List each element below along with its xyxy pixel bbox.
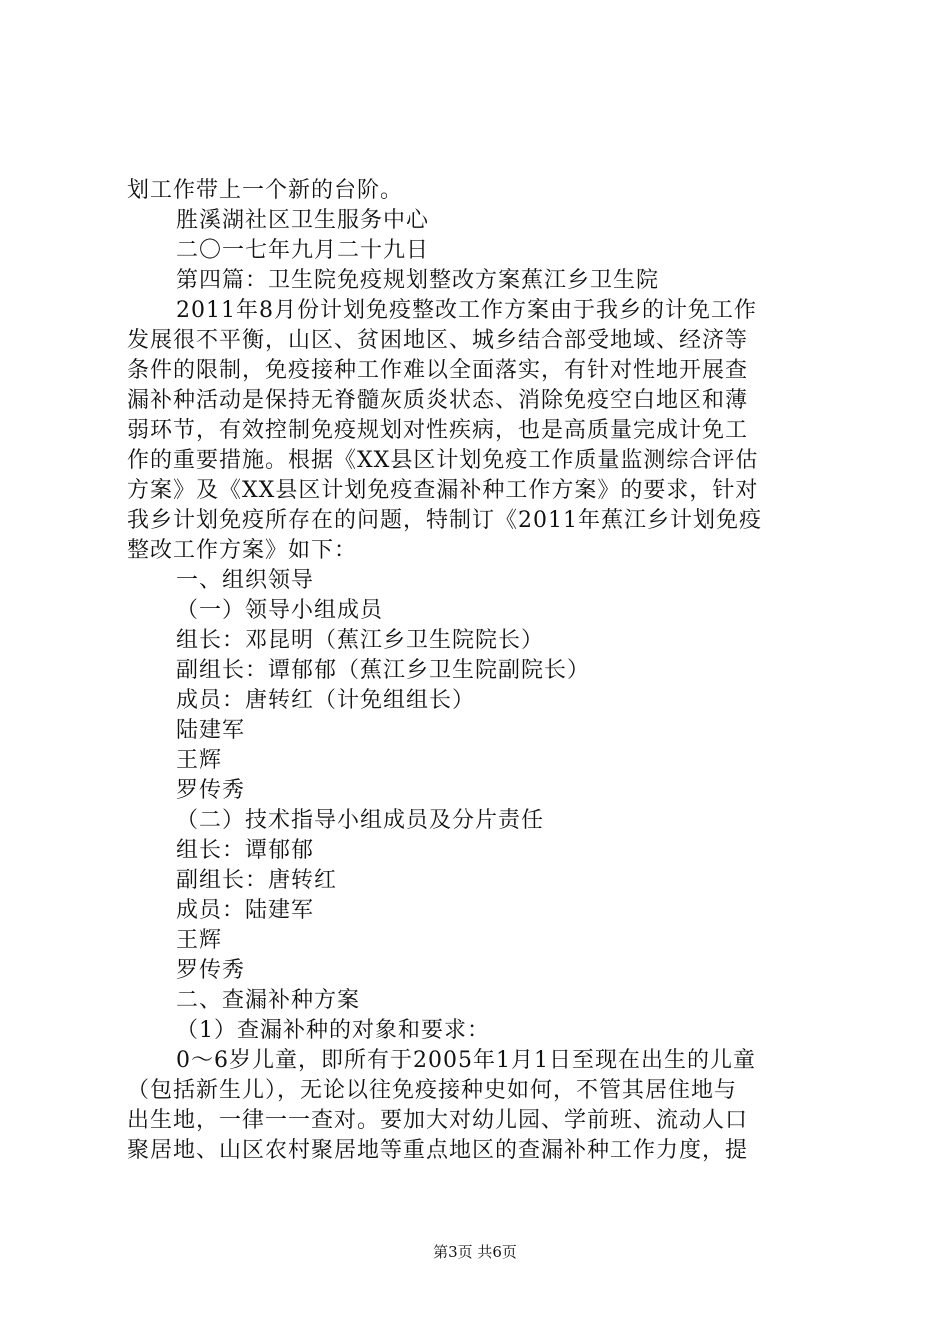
text-line: 罗传秀 <box>176 958 246 983</box>
text-line: 作的重要措施。根据《XX县区计划免疫工作质量监测综合评估 <box>127 448 759 473</box>
text-line: 整改工作方案》如下： <box>127 538 358 563</box>
document-body <box>127 176 837 1166</box>
text-line: 胜溪湖社区卫生服务中心 <box>176 208 430 233</box>
text-line: （包括新生儿），无论以往免疫接种史如何，不管其居住地与 <box>127 1078 738 1103</box>
text-line: 组长：邓昆明（蕉江乡卫生院院长） <box>176 628 545 653</box>
text-line: 副组长：唐转红 <box>176 868 338 893</box>
page-number-footer: 第3页 共6页 <box>433 1243 517 1261</box>
text-line: 划工作带上一个新的台阶。 <box>127 178 404 203</box>
text-line: 我乡计划免疫所存在的问题，特制订《2011年蕉江乡计划免疫 <box>127 508 762 533</box>
text-line: 聚居地、山区农村聚居地等重点地区的查漏补种工作力度，提 <box>127 1138 749 1163</box>
text-line: 方案》及《XX县区计划免疫查漏补种工作方案》的要求，针对 <box>127 478 759 503</box>
text-line: 罗传秀 <box>176 778 246 803</box>
text-line: 成员：陆建军 <box>176 898 315 923</box>
text-line: 成员：唐转红（计免组组长） <box>176 688 476 713</box>
text-line: 弱环节，有效控制免疫规划对性疾病，也是高质量完成计免工 <box>127 418 749 443</box>
text-line: 发展很不平衡，山区、贫困地区、城乡结合部受地域、经济等 <box>127 328 749 353</box>
text-line: 王辉 <box>176 928 223 953</box>
text-line: 0～6岁儿童，即所有于2005年1月1日至现在出生的儿童 <box>176 1048 756 1073</box>
section-heading: 二、查漏补种方案 <box>176 988 361 1013</box>
text-line: 出生地，一律一一查对。要加大对幼儿园、学前班、流动人口 <box>127 1108 749 1133</box>
text-line: 2011年8月份计划免疫整改工作方案由于我乡的计免工作 <box>176 298 757 323</box>
text-line: 二〇一七年九月二十九日 <box>176 238 430 263</box>
subsection-heading: （二）技术指导小组成员及分片责任 <box>176 808 545 833</box>
text-line: 副组长：谭郁郁（蕉江乡卫生院副院长） <box>176 658 591 683</box>
text-line: 条件的限制，免疫接种工作难以全面落实，有针对性地开展查 <box>127 358 749 383</box>
subsection-heading: （1）查漏补种的对象和要求： <box>176 1018 490 1043</box>
section-heading: 一、组织领导 <box>176 568 315 593</box>
text-line: 组长：谭郁郁 <box>176 838 315 863</box>
section-heading: 第四篇：卫生院免疫规划整改方案蕉江乡卫生院 <box>176 268 660 293</box>
text-line: 陆建军 <box>176 718 246 743</box>
subsection-heading: （一）领导小组成员 <box>176 598 384 623</box>
text-line: 漏补种活动是保持无脊髓灰质炎状态、消除免疫空白地区和薄 <box>127 388 749 413</box>
text-line: 王辉 <box>176 748 223 773</box>
